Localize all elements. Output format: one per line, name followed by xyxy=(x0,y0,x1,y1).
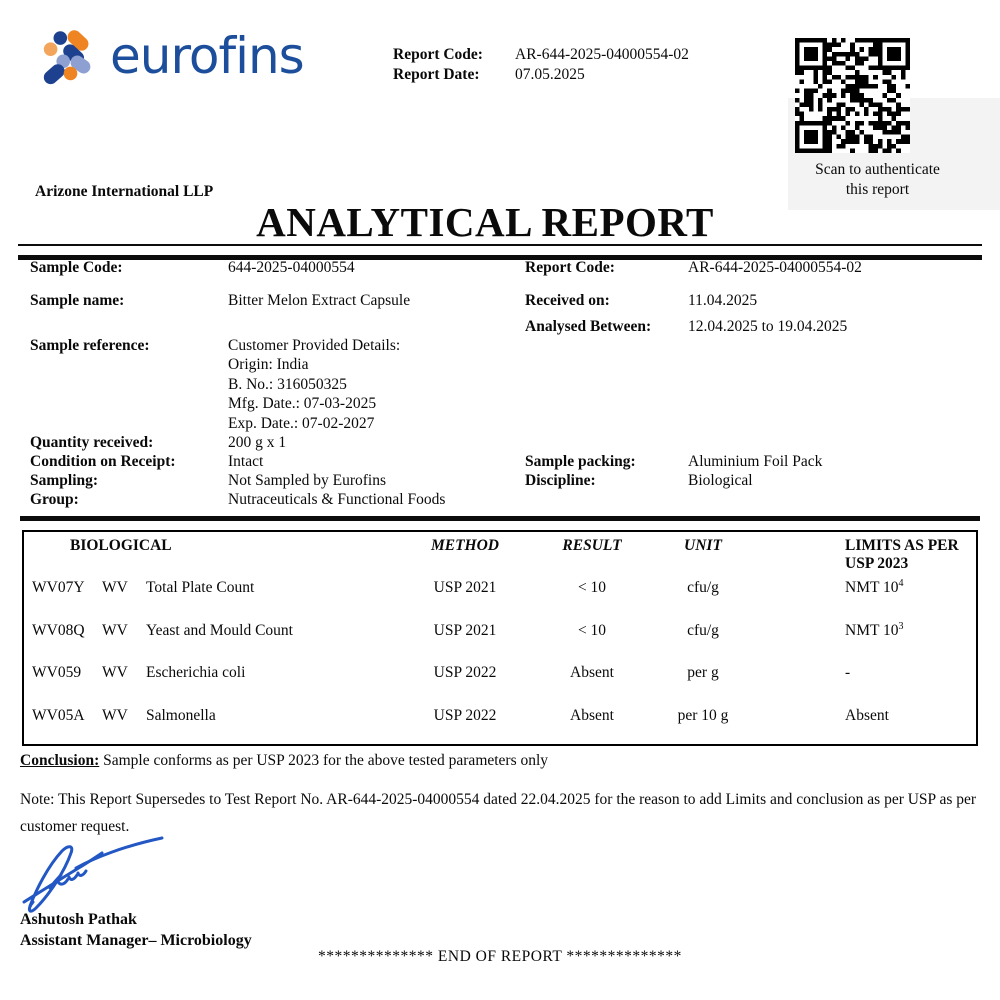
eurofins-dots-icon xyxy=(38,24,102,93)
end-of-report: ************** END OF REPORT ************** xyxy=(318,948,682,965)
field-quantity-received: Quantity received: 200 g x 1 xyxy=(30,434,287,451)
signatory-name: Ashutosh Pathak xyxy=(20,911,137,928)
table-row: WV05A WV Salmonella USP 2022 Absent per 10 g Absent xyxy=(32,707,889,724)
field-report-code: Report Code: AR-644-2025-04000554-02 xyxy=(525,259,862,276)
note: Note: This Report Supersedes to Test Report No. AR-644-2025-04000554 dated 22.04.2025 for the reason to add Limits and conclusion as per USP as per customer request. xyxy=(20,791,977,835)
report-date-label: Report Date: xyxy=(393,65,480,83)
field-discipline: Discipline: Biological xyxy=(525,472,753,489)
section-divider xyxy=(20,516,980,521)
table-row: WV059 WV Escherichia coli USP 2022 Absent per g - xyxy=(32,664,851,681)
conclusion: Conclusion: Sample conforms as per USP 2023 for the above tested parameters only xyxy=(20,752,549,769)
table-row: WV07Y WV Total Plate Count USP 2021 < 10 cfu/g NMT $10^4$ xyxy=(32,577,904,596)
field-condition-on-receipt: Condition on Receipt: Intact xyxy=(30,453,264,470)
report-code-label: Report Code: xyxy=(393,46,483,63)
signature xyxy=(18,836,168,923)
report-date-value: 07.05.2025 xyxy=(515,65,585,83)
col-unit: UNIT xyxy=(684,537,722,554)
page-title: ANALYTICAL REPORT xyxy=(256,199,714,245)
field-sampling: Sampling: Not Sampled by Eurofins xyxy=(30,472,386,489)
report-meta xyxy=(393,45,689,84)
col-limits: LIMITS AS PER USP 2023 xyxy=(845,537,959,572)
qr-caption: Scan to authenticate this report xyxy=(815,161,940,198)
field-analysed-between: Analysed Between: 12.04.2025 to 19.04.2025 xyxy=(525,318,848,335)
table-row: WV08Q WV Yeast and Mould Count USP 2021 < 10 cfu/g NMT $10^3$ xyxy=(32,620,904,639)
field-group: Group: Nutraceuticals & Functional Foods xyxy=(30,491,446,508)
col-method: METHOD xyxy=(430,537,500,554)
eurofins-logo xyxy=(38,24,304,93)
field-sample-packing: Sample packing: Aluminium Foil Pack xyxy=(525,453,823,470)
eurofins-wordmark: eurofins xyxy=(110,26,304,85)
qr-code xyxy=(795,38,910,153)
field-sample-code: Sample Code: 644-2025-04000554 xyxy=(30,259,355,276)
field-sample-name: Sample name: Bitter Melon Extract Capsule xyxy=(30,292,411,309)
field-sample-reference: Sample reference: Customer Provided Details: Origin: India B. No.: 316050325 Mfg. Date.: 07-03-2025 Exp. Date.: 07-02-2027 xyxy=(30,337,401,432)
field-received-on: Received on: 11.04.2025 xyxy=(525,292,758,309)
results-table xyxy=(22,530,978,746)
signatory-title: Assistant Manager– Microbiology xyxy=(20,932,252,949)
col-result: RESULT xyxy=(562,537,622,554)
report-code-value: AR-644-2025-04000554-02 xyxy=(515,46,689,63)
company-name: Arizone International LLP xyxy=(35,183,214,200)
results-table-header xyxy=(24,537,976,573)
col-biological: BIOLOGICAL xyxy=(70,537,172,554)
